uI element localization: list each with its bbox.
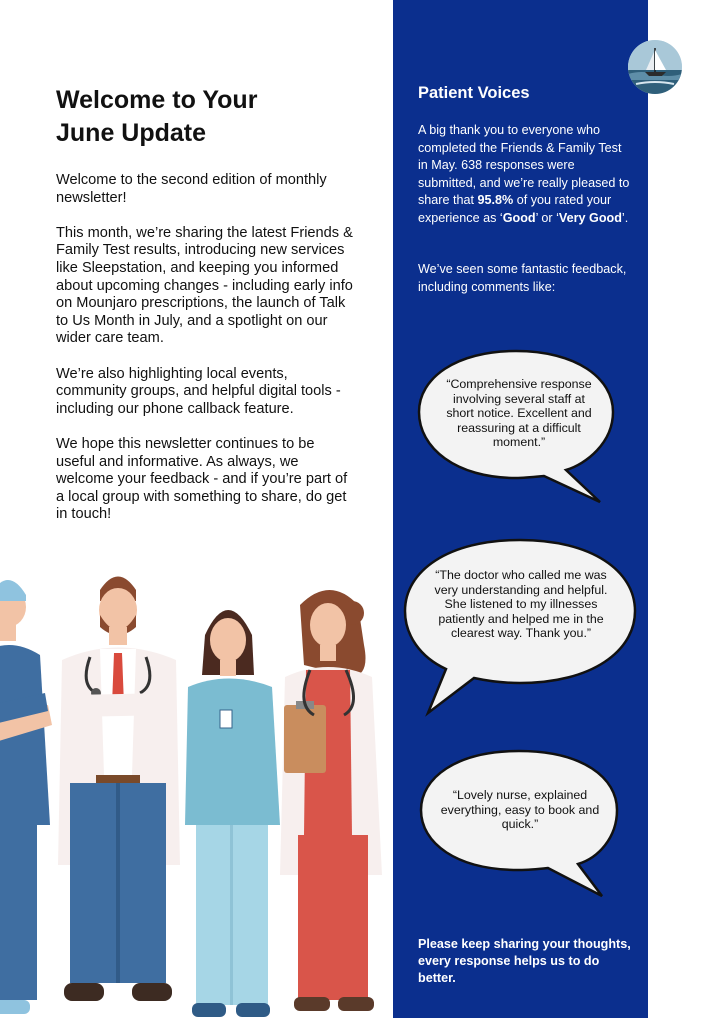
female-nurse-figure: [185, 610, 280, 1017]
thanks-text: ’ or ‘: [535, 210, 559, 225]
thank-you-paragraph: [418, 122, 632, 227]
rating-good: Good: [502, 210, 536, 225]
quote-text: “The doctor who called me was very understanding and helpful. She listened to my illnesses patiently and helped me in the clearest way. Thank you.”: [434, 568, 608, 641]
intro-paragraph: This month, we’re sharing the latest Friends & Family Test results, introducing new services like Sleepstation, and keeping you informed about upcoming changes - including early info on Mounjaro prescriptions, the launch of Talk to Us Month in July, and a spotlight on our wider care team.: [56, 224, 353, 347]
patient-voices-heading: Patient Voices: [418, 84, 530, 102]
nurse-blue-scrubs-figure: [0, 580, 52, 1014]
page-title: [56, 84, 376, 150]
title-line-1: Welcome to Your: [56, 86, 258, 114]
intro-paragraph: We’re also highlighting local events, community groups, and helpful digital tools - including our phone callback feature.: [56, 365, 341, 417]
quote-text: “Lovely nurse, explained everything, easy to book and quick.”: [440, 788, 600, 832]
sailboat-logo: [628, 40, 682, 94]
intro-paragraph: Welcome to the second edition of monthly newsletter!: [56, 172, 327, 206]
satisfaction-percentage: 95.8%: [477, 193, 514, 207]
closing-message: Please keep sharing your thoughts, every response helps us to do better.: [418, 937, 631, 985]
title-line-2: June Update: [56, 119, 207, 147]
intro-text: [56, 172, 356, 541]
healthcare-staff-illustration: [0, 565, 393, 1018]
quote-bubble: [416, 348, 616, 508]
male-doctor-figure: [58, 577, 180, 1002]
quote-text: “Comprehensive response involving several staff at short notice. Excellent and reassuring at a difficult moment.”: [446, 377, 592, 450]
sailboat-icon: [628, 40, 682, 94]
intro-paragraph: We hope this newsletter continues to be useful and informative. As always, we welcome your feedback - and if you’re part of a local group with something to share, do get in touch!: [56, 435, 348, 523]
feedback-intro: We’ve seen some fantastic feedback, including comments like:: [418, 262, 627, 294]
quote-bubble: [402, 537, 638, 717]
thanks-text: ’.: [621, 210, 629, 225]
thanks-text: A big thank you to everyone who completed the Friends & Family Test in May. 638 responses were submitted, and we’re really pleased to share that: [418, 123, 630, 207]
rating-very-good: Very Good: [558, 210, 622, 225]
thanks-text: of you rated your experience as ‘: [418, 193, 612, 225]
female-doctor-figure: [280, 590, 382, 1011]
quote-bubble: [418, 748, 620, 900]
